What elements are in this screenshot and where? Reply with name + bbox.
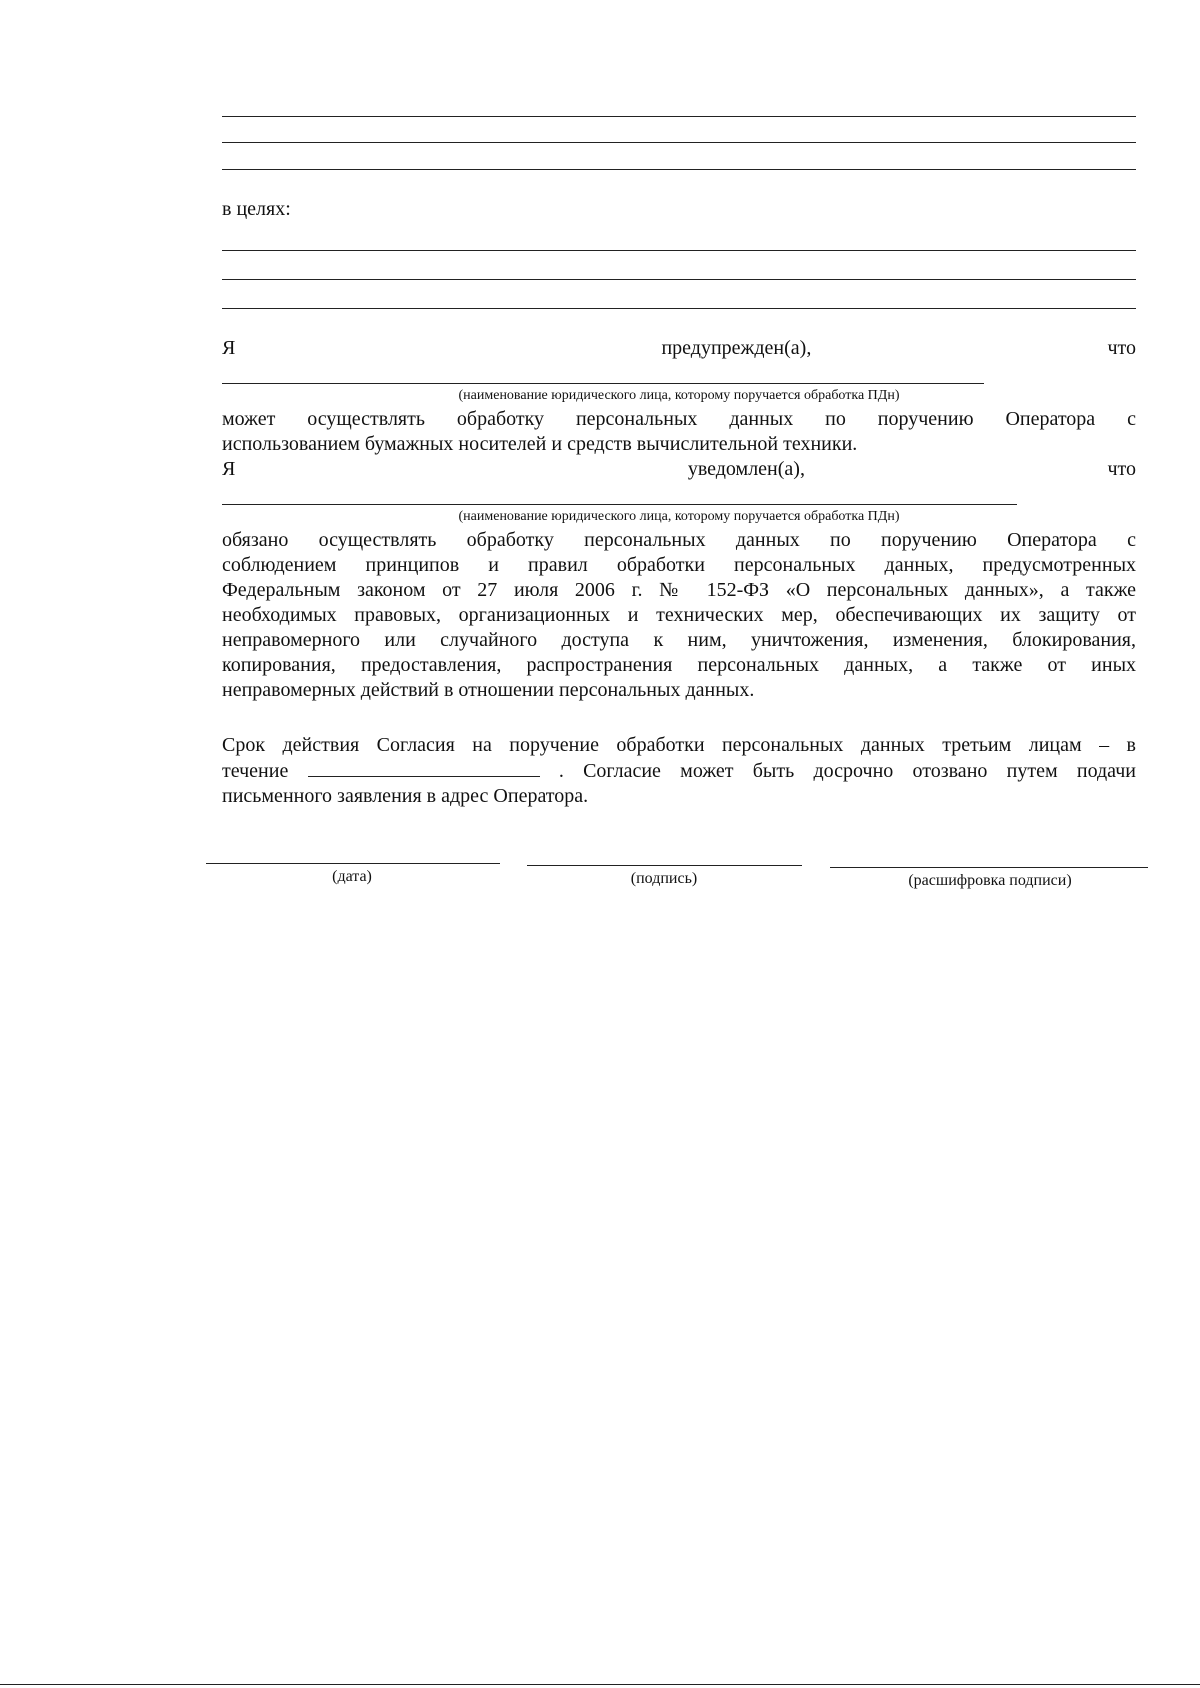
- blank-line: [222, 169, 1136, 170]
- signature-caption: (подпись): [630, 870, 698, 887]
- notified-paragraph: [222, 528, 1136, 703]
- paragraph-line: соблюдением принципов и правил обработки персональных данных, предусмотренных: [222, 554, 1136, 576]
- warned-paragraph: [222, 407, 1136, 457]
- entity-caption: (наименование юридического лица, которому поручается обработка ПДн): [458, 509, 900, 524]
- warned-row: [222, 336, 1136, 361]
- paragraph-line: использованием бумажных носителей и средств вычислительной техники.: [222, 433, 858, 455]
- entity-caption: (наименование юридического лица, которому поручается обработка ПДн): [458, 388, 900, 403]
- signature-decode-caption: (расшифровка подписи): [908, 872, 1072, 889]
- paragraph-line: неправомерного или случайного доступа к ним, уничтожения, изменения, блокирования,: [222, 629, 1136, 651]
- warned-tail: что: [1107, 337, 1136, 359]
- notified-tail: что: [1107, 458, 1136, 480]
- paragraph-line: копирования, предоставления, распространения персональных данных, а также от иных: [222, 654, 1136, 676]
- entity-blank-line: [222, 504, 1017, 505]
- paragraph-line: неправомерных действий в отношении персональных данных.: [222, 679, 755, 701]
- notified-word: уведомлен(а),: [687, 458, 805, 480]
- blank-line: [222, 250, 1136, 251]
- paragraph-line: Срок действия Согласия на поручение обработки персональных данных третьим лицам – в: [222, 734, 1136, 756]
- term-fill-blank: [308, 758, 540, 777]
- blank-line: [222, 142, 1136, 143]
- signature-decode-line: [830, 867, 1148, 868]
- notified-pronoun: Я: [222, 458, 236, 480]
- paragraph-line: необходимых правовых, организационных и технических мер, обеспечивающих их защиту от: [222, 604, 1136, 626]
- signature-line: [527, 865, 802, 866]
- term-end-text: . Согласие может быть досрочно отозвано путем подачи: [558, 760, 1137, 782]
- warned-pronoun: Я: [222, 337, 236, 359]
- date-caption: (дата): [332, 868, 372, 885]
- blank-line: [222, 308, 1136, 309]
- term-line-with-blank: [222, 758, 1136, 784]
- entity-blank-line: [222, 383, 984, 384]
- notified-row: [222, 457, 1136, 482]
- paragraph-line: обязано осуществлять обработку персональных данных по поручению Оператора с: [222, 529, 1136, 551]
- paragraph-line: письменного заявления в адрес Оператора.: [222, 785, 589, 807]
- paragraph-line: может осуществлять обработку персональных данных по поручению Оператора с: [222, 408, 1136, 430]
- purpose-label: в целях:: [222, 198, 291, 220]
- blank-line: [222, 279, 1136, 280]
- date-line: [206, 863, 500, 864]
- page-bottom-rule: [0, 1684, 1200, 1685]
- term-paragraph: [222, 733, 1136, 809]
- paragraph-line: Федеральным законом от 27 июля 2006 г. № 152-ФЗ «О персональных данных», а также: [222, 579, 1136, 601]
- term-start-text: течение: [222, 760, 289, 782]
- warned-word: предупрежден(а),: [661, 337, 812, 359]
- blank-line: [222, 116, 1136, 117]
